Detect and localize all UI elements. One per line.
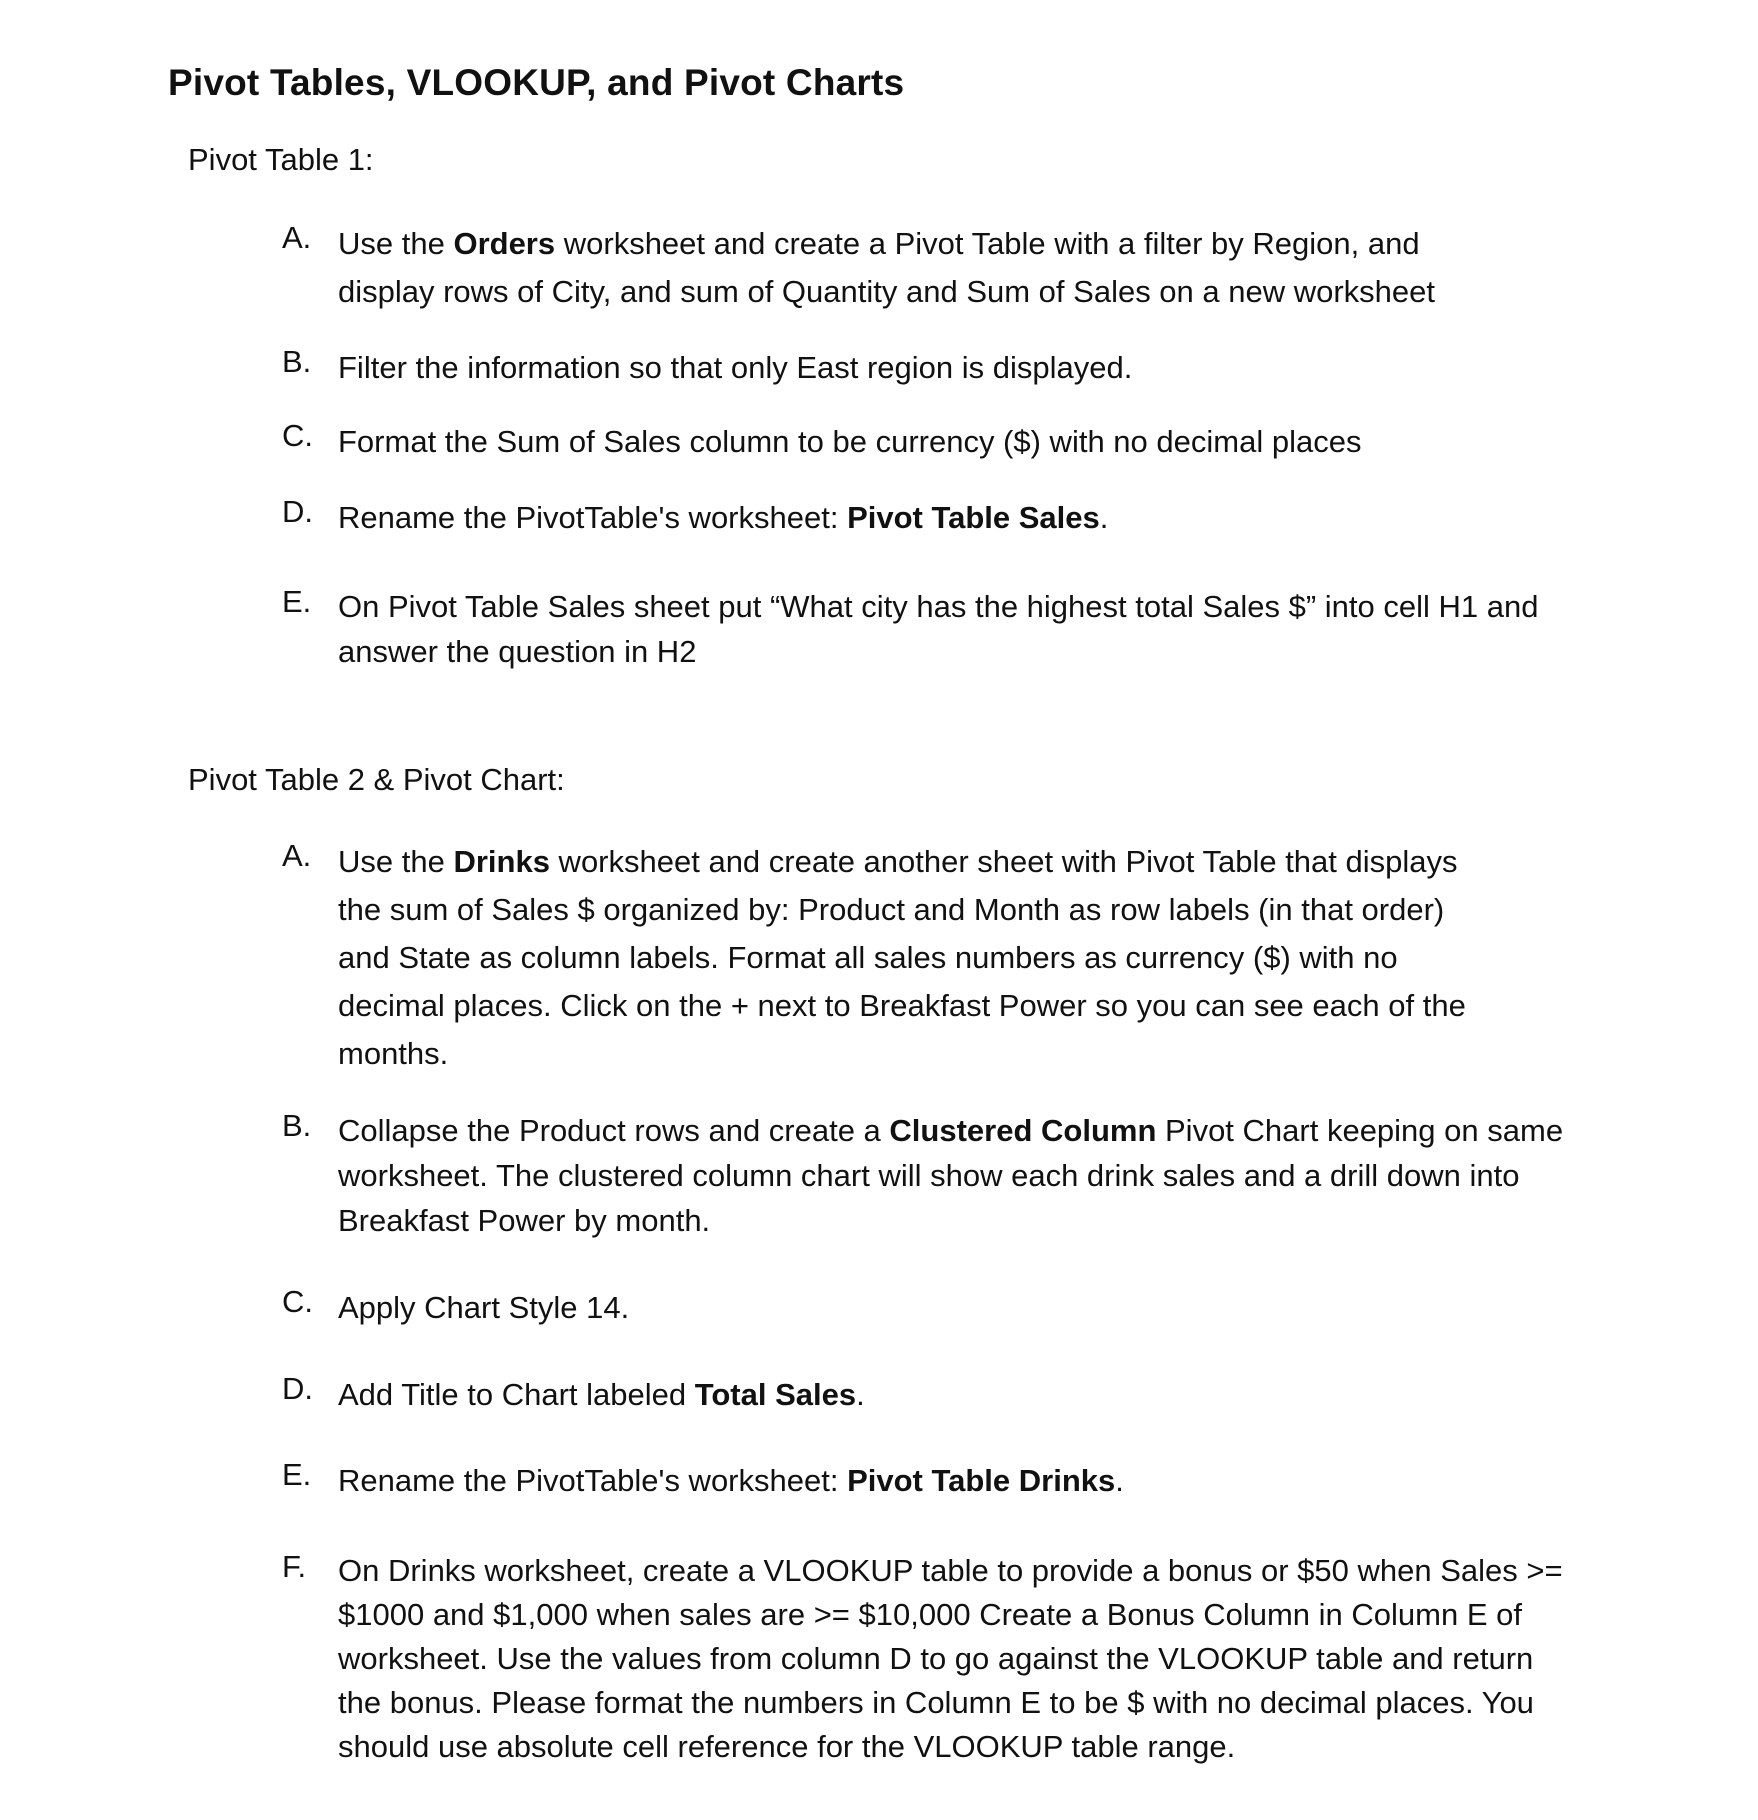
list-item-pt1-b xyxy=(282,344,1682,392)
list-marker: D. xyxy=(282,1371,313,1406)
item-line: $1000 and $1,000 when sales are >= $10,000 Create a Bonus Column in Column E of xyxy=(338,1597,1522,1632)
item-line: Use the Orders worksheet and create a Pivot Table with a filter by Region, and xyxy=(338,226,1420,261)
list-item-pt1-d xyxy=(282,494,1682,542)
list-item-pt1-e xyxy=(282,584,1682,674)
list-item-pt1-a xyxy=(282,220,1682,310)
item-line: On Pivot Table Sales sheet put “What city has the highest total Sales $” into cell H1 and xyxy=(338,589,1539,624)
item-line: the sum of Sales $ organized by: Product and Month as row labels (in that order) xyxy=(338,892,1445,927)
item-line: Add Title to Chart labeled Total Sales. xyxy=(338,1377,865,1412)
item-line: Collapse the Product rows and create a Clustered Column Pivot Chart keeping on same xyxy=(338,1113,1564,1148)
list-marker: A. xyxy=(282,220,312,255)
bold-term: Pivot Table Drinks xyxy=(847,1463,1116,1498)
item-line: display rows of City, and sum of Quantity and Sum of Sales on a new worksheet xyxy=(338,274,1436,309)
item-line: Filter the information so that only East region is displayed. xyxy=(338,350,1133,385)
item-line: the bonus. Please format the numbers in Column E to be $ with no decimal places. You xyxy=(338,1685,1534,1720)
item-line: Format the Sum of Sales column to be currency ($) with no decimal places xyxy=(338,424,1362,459)
item-line: and State as column labels. Format all sales numbers as currency ($) with no xyxy=(338,940,1398,975)
list-item-pt2-e xyxy=(282,1457,1682,1505)
list-marker: C. xyxy=(282,418,313,453)
item-line: decimal places. Click on the + next to Breakfast Power so you can see each of the xyxy=(338,988,1466,1023)
item-line: should use absolute cell reference for the VLOOKUP table range. xyxy=(338,1729,1236,1764)
item-line: Breakfast Power by month. xyxy=(338,1203,711,1238)
bold-term: Clustered Column xyxy=(889,1113,1157,1148)
bold-term: Pivot Table Sales xyxy=(847,500,1100,535)
item-line: Use the Drinks worksheet and create another sheet with Pivot Table that displays xyxy=(338,844,1458,879)
list-marker: D. xyxy=(282,494,313,529)
list-marker: B. xyxy=(282,1108,312,1143)
item-line: worksheet. Use the values from column D to go against the VLOOKUP table and return xyxy=(338,1641,1534,1676)
page-title: Pivot Tables, VLOOKUP, and Pivot Charts xyxy=(168,62,905,103)
item-line: Rename the PivotTable's worksheet: Pivot Table Sales. xyxy=(338,500,1109,535)
list-item-pt2-c xyxy=(282,1284,1682,1332)
list-marker: B. xyxy=(282,344,312,379)
list-marker: C. xyxy=(282,1284,313,1319)
bold-term: Drinks xyxy=(453,844,550,879)
item-line: Rename the PivotTable's worksheet: Pivot Table Drinks. xyxy=(338,1463,1124,1498)
list-marker: A. xyxy=(282,838,312,873)
list-item-pt2-f xyxy=(282,1549,1682,1774)
list-marker: E. xyxy=(282,584,312,619)
list-item-pt2-a xyxy=(282,838,1682,1078)
section-heading-pivot-table-1: Pivot Table 1: xyxy=(188,142,374,177)
bold-term: Orders xyxy=(453,226,556,261)
list-item-pt1-c xyxy=(282,418,1682,466)
item-line: worksheet. The clustered column chart will show each drink sales and a drill down into xyxy=(338,1158,1520,1193)
item-line: On Drinks worksheet, create a VLOOKUP table to provide a bonus or $50 when Sales >= xyxy=(338,1553,1563,1588)
bold-term: Total Sales xyxy=(694,1377,857,1412)
list-item-pt2-d xyxy=(282,1371,1682,1419)
list-marker: E. xyxy=(282,1457,312,1492)
section-heading-pivot-table-2: Pivot Table 2 & Pivot Chart: xyxy=(188,762,565,797)
item-line: answer the question in H2 xyxy=(338,634,697,669)
item-line: months. xyxy=(338,1036,449,1071)
item-line: Apply Chart Style 14. xyxy=(338,1290,630,1325)
list-marker: F. xyxy=(282,1549,307,1584)
list-item-pt2-b xyxy=(282,1108,1682,1243)
